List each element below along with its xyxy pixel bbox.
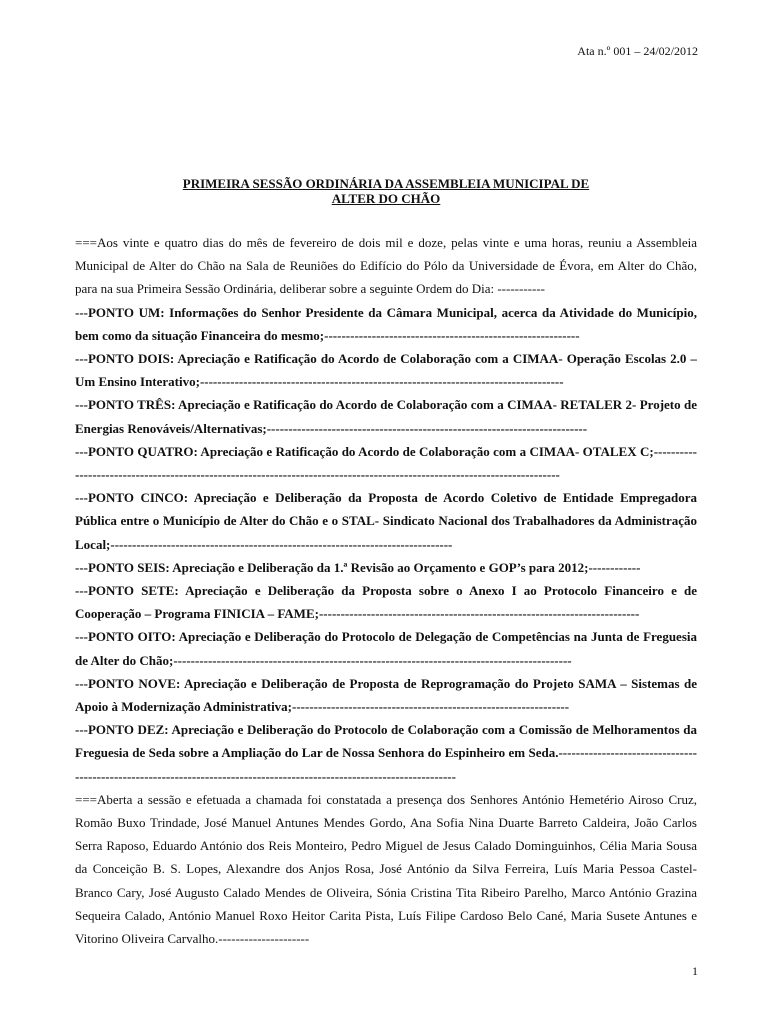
document-body xyxy=(75,231,697,950)
agenda-item-2: ---PONTO DOIS: Apreciação e Ratificação do Acordo de Colaboração com a CIMAA- Operação Escolas 2.0 – Um Ensino Interativo;------------------------------------------------------------------------------------ xyxy=(75,351,697,390)
agenda-item-6: ---PONTO SEIS: Apreciação e Deliberação da 1.ª Revisão ao Orçamento e GOP’s para 2012;------------ xyxy=(75,559,641,575)
agenda-item-9: ---PONTO NOVE: Apreciação e Deliberação de Proposta de Reprogramação do Projeto SAMA – Sistemas de Apoio à Modernização Administrativa;---------------------------------------------------------------- xyxy=(75,675,697,715)
title-line-1: PRIMEIRA SESSÃO ORDINÁRIA DA ASSEMBLEIA MUNICIPAL DE xyxy=(182,176,590,191)
page-title xyxy=(75,176,697,206)
title-line-2: ALTER DO CHÃO xyxy=(331,191,441,206)
agenda-item-8: ---PONTO OITO: Apreciação e Deliberação do Protocolo de Delegação de Competências na Junta de Freguesia de Alter do Chão;-------------------------------------------------------------------------------------------- xyxy=(75,629,697,668)
agenda-item-3: ---PONTO TRÊS: Apreciação e Ratificação do Acordo de Colaboração com a CIMAA- RETALER 2- Projeto de Energias Renováveis/Alternativas;-------------------------------------------------------------------------- xyxy=(75,397,697,436)
intro-paragraph: ===Aos vinte e quatro dias do mês de fevereiro de dois mil e doze, pelas vinte e uma horas, reuniu a Assembleia Municipal de Alter do Chão na Sala de Reuniões do Edifício do Pólo da Universidade de Évora, em Alter do Chão, para na sua Primeira Sessão Ordinária, deliberar sobre a seguinte Ordem do Dia: ----------- xyxy=(75,235,697,297)
agenda-item-4: ---PONTO QUATRO: Apreciação e Ratificação do Acordo de Colaboração com a CIMAA- OTALEX C;-------------------------------------------------------------------------------------------------------------------------- xyxy=(75,443,697,483)
agenda-item-5: ---PONTO CINCO: Apreciação e Deliberação da Proposta de Acordo Coletivo de Entidade Empregadora Pública entre o Município de Alter do Chão e o STAL- Sindicato Nacional dos Trabalhadores da Administração Local;------------------------------------------------------------------------------- xyxy=(75,490,697,552)
agenda-item-10: ---PONTO DEZ: Apreciação e Deliberação do Protocolo de Colaboração com a Comissão de Melhoramentos da Freguesia de Seda sobre a Ampliação do Lar de Nossa Senhora do Espinheiro em Seda.------------------------------------------------------------------------------------------------------------------------ xyxy=(75,722,697,784)
attendance-paragraph: ===Aberta a sessão e efetuada a chamada foi constatada a presença dos Senhores António Hemetério Airoso Cruz, Romão Buxo Trindade, José Manuel Antunes Mendes Gordo, Ana Sofia Nina Duarte Barreto Caldeira, João Carlos Serra Raposo, Eduardo António dos Reis Monteiro, Pedro Miguel de Jesus Calado Dominguinhos, Célia Maria Sousa da Conceição B. S. Lopes, Alexandre dos Anjos Rosa, José António da Silva Ferreira, Luís Maria Pessoa Castel-Branco Cary, José Augusto Calado Mendes de Oliveira, Sónia Cristina Tita Ribeiro Parelho, Marco António Grazina Sequeira Calado, António Manuel Roxo Heitor Carita Pista, Luís Filipe Cardoso Belo Cané, Maria Susete Antunes e Vitorino Oliveira Carvalho.--------------------- xyxy=(75,791,697,947)
page-number: 1 xyxy=(692,964,698,978)
agenda-item-7: ---PONTO SETE: Apreciação e Deliberação da Proposta sobre o Anexo I ao Protocolo Financeiro e de Cooperação – Programa FINICIA – FAME;-------------------------------------------------------------------------- xyxy=(75,583,697,622)
agenda-item-1: ---PONTO UM: Informações do Senhor Presidente da Câmara Municipal, acerca da Atividade do Município, bem como da situação Financeira do mesmo;----------------------------------------------------------- xyxy=(75,304,697,343)
document-reference: Ata n.º 001 – 24/02/2012 xyxy=(577,44,698,58)
